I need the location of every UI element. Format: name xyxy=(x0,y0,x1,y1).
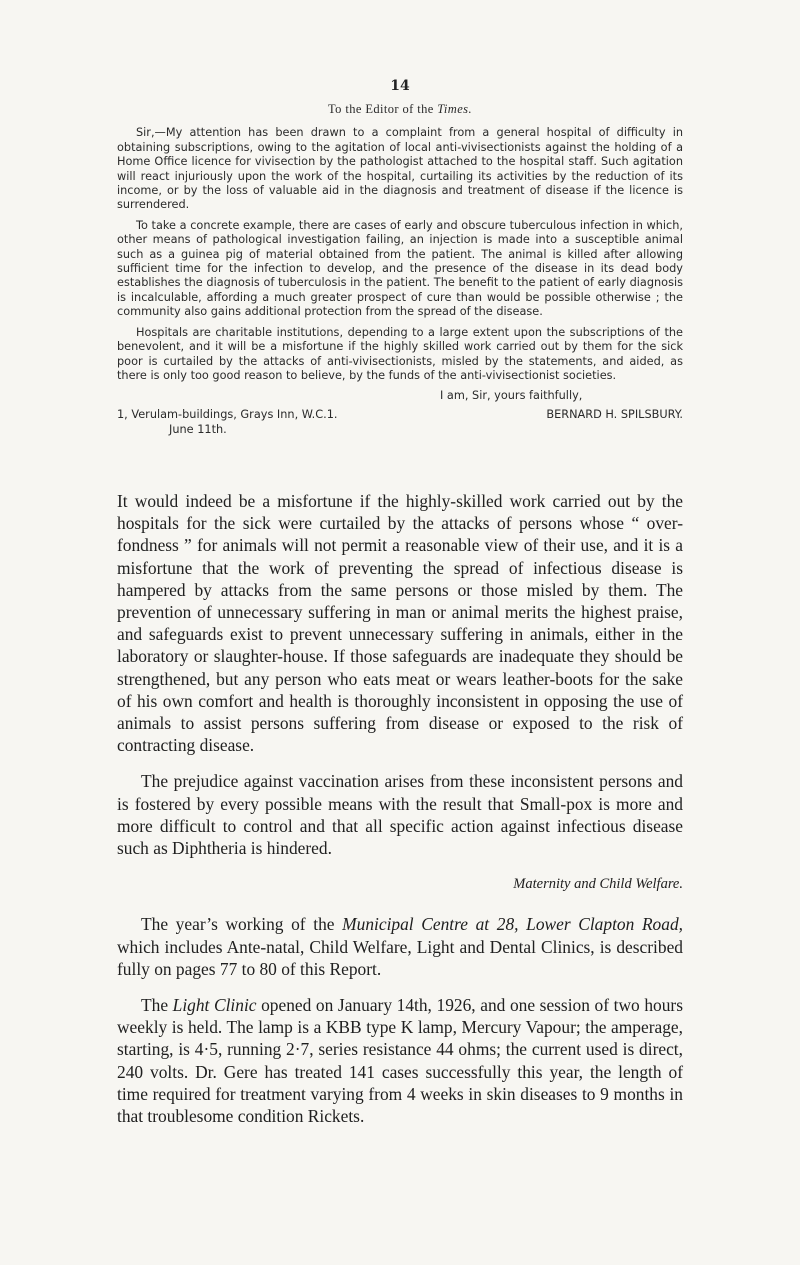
text-run: The year’s working of the xyxy=(141,914,335,935)
report-body xyxy=(117,490,683,1141)
text-run: The xyxy=(141,995,169,1016)
clinic-name: Light Clinic xyxy=(172,995,257,1016)
letter-signature-row xyxy=(117,408,683,422)
letter-heading-prefix: To the Editor of the xyxy=(328,102,434,116)
letter-paragraph: To take a concrete example, there are cases of early and obscure tuberculous infection in which, other means of pathological investigation failing, an injection is made into a susceptible animal such as a guinea pig of material obtained from the patient. The animal is killed after allowing sufficient time for the infection to develop, and the presence of the disease in its dead body establishes the diagnosis of tuberculosis in the patient. The benefit to the patient of early diagnosis is incalculable, affording a much greater prospect of cure than would be possible otherwise ; the community also gains additional protection from the spread of the disease. xyxy=(117,218,683,319)
page-number: 14 xyxy=(390,78,410,94)
letter-heading xyxy=(117,102,683,116)
body-paragraph: The prejudice against vaccination arises from these inconsistent persons and is fostered by every possible means with the result that Small-pox is more and more difficult to control and that all specific action against infectious disease such as Diphtheria is hindered. xyxy=(117,771,683,859)
letter-heading-paper: Times. xyxy=(437,102,472,116)
letter-address: 1, Verulam-buildings, Grays Inn, W.C.1. xyxy=(117,407,338,421)
centre-name: Municipal Centre at 28, Lower Clapton Road, xyxy=(342,914,683,935)
letter-signature: BERNARD H. SPILSBURY. xyxy=(546,407,683,421)
letter-to-editor xyxy=(117,102,683,438)
body-paragraph xyxy=(117,994,683,1127)
section-heading: Maternity and Child Welfare. xyxy=(513,876,683,893)
letter-closing: I am, Sir, yours faithfully, xyxy=(440,389,583,403)
text-run: opened on January 14th, 1926, and one session of two hours weekly is held. The lamp is a KBB type K lamp, Mercury Vapour; the amperage, starting, is 4·5, running 2·7, series resistance 44 ohms; the current used is direct, 240 volts. Dr. Gere has treated 141 cases successfully this year, the length of time required for treatment varying from 4 weeks in skin diseases to 9 months in that troublesome condition Rickets. xyxy=(117,995,683,1127)
body-paragraph xyxy=(117,913,683,980)
text-run: which includes Ante-natal, Child Welfare, Light and Dental Clinics, is described fully on pages 77 to 80 of this Report. xyxy=(117,936,683,979)
letter-paragraph: Hospitals are charitable institutions, depending to a large extent upon the subscriptions of the benevolent, and it will be a misfortune if the highly skilled work carried out by them for the sick poor is curtailed by the attacks of anti-vivisectionists, misled by the statements, and aided, as there is only too good reason to believe, by the funds of the anti-vivisectionist societies. xyxy=(117,325,683,382)
body-paragraph: It would indeed be a misfortune if the highly-skilled work carried out by the hospitals for the sick were curtailed by the attacks of persons whose “ over-fondness ” for animals will not permit a reasonable view of their use, and it is a misfortune that the work of preventing the spread of infectious disease is hampered by attacks from the same persons or those misled by them. The prevention of unnecessary suffering in man or animal merits the highest praise, and safeguards exist to prevent unnecessary suffering in animals, either in the laboratory or slaughter-house. If those safeguards are inadequate they should be strengthened, but any person who eats meat or wears leather-boots for the sake of his own comfort and health is thoroughly inconsistent in opposing the use of animals to assist persons suffering from disease or exposed to the risk of contracting disease. xyxy=(117,491,683,756)
letter-paragraph: Sir,—My attention has been drawn to a complaint from a general hospital of difficulty in obtaining subscriptions, owing to the agitation of local anti-vivisectionists against the holding of a Home Office licence for vivisection by the pathologist attached to the hospital staff. Such agitation will react injuriously upon the work of the hospital, curtailing its activities by the reduction of its income, or by the loss of valuable aid in the diagnosis and treatment of disease if the licence is surrendered. xyxy=(117,126,683,212)
letter-date: June 11th. xyxy=(169,423,227,437)
